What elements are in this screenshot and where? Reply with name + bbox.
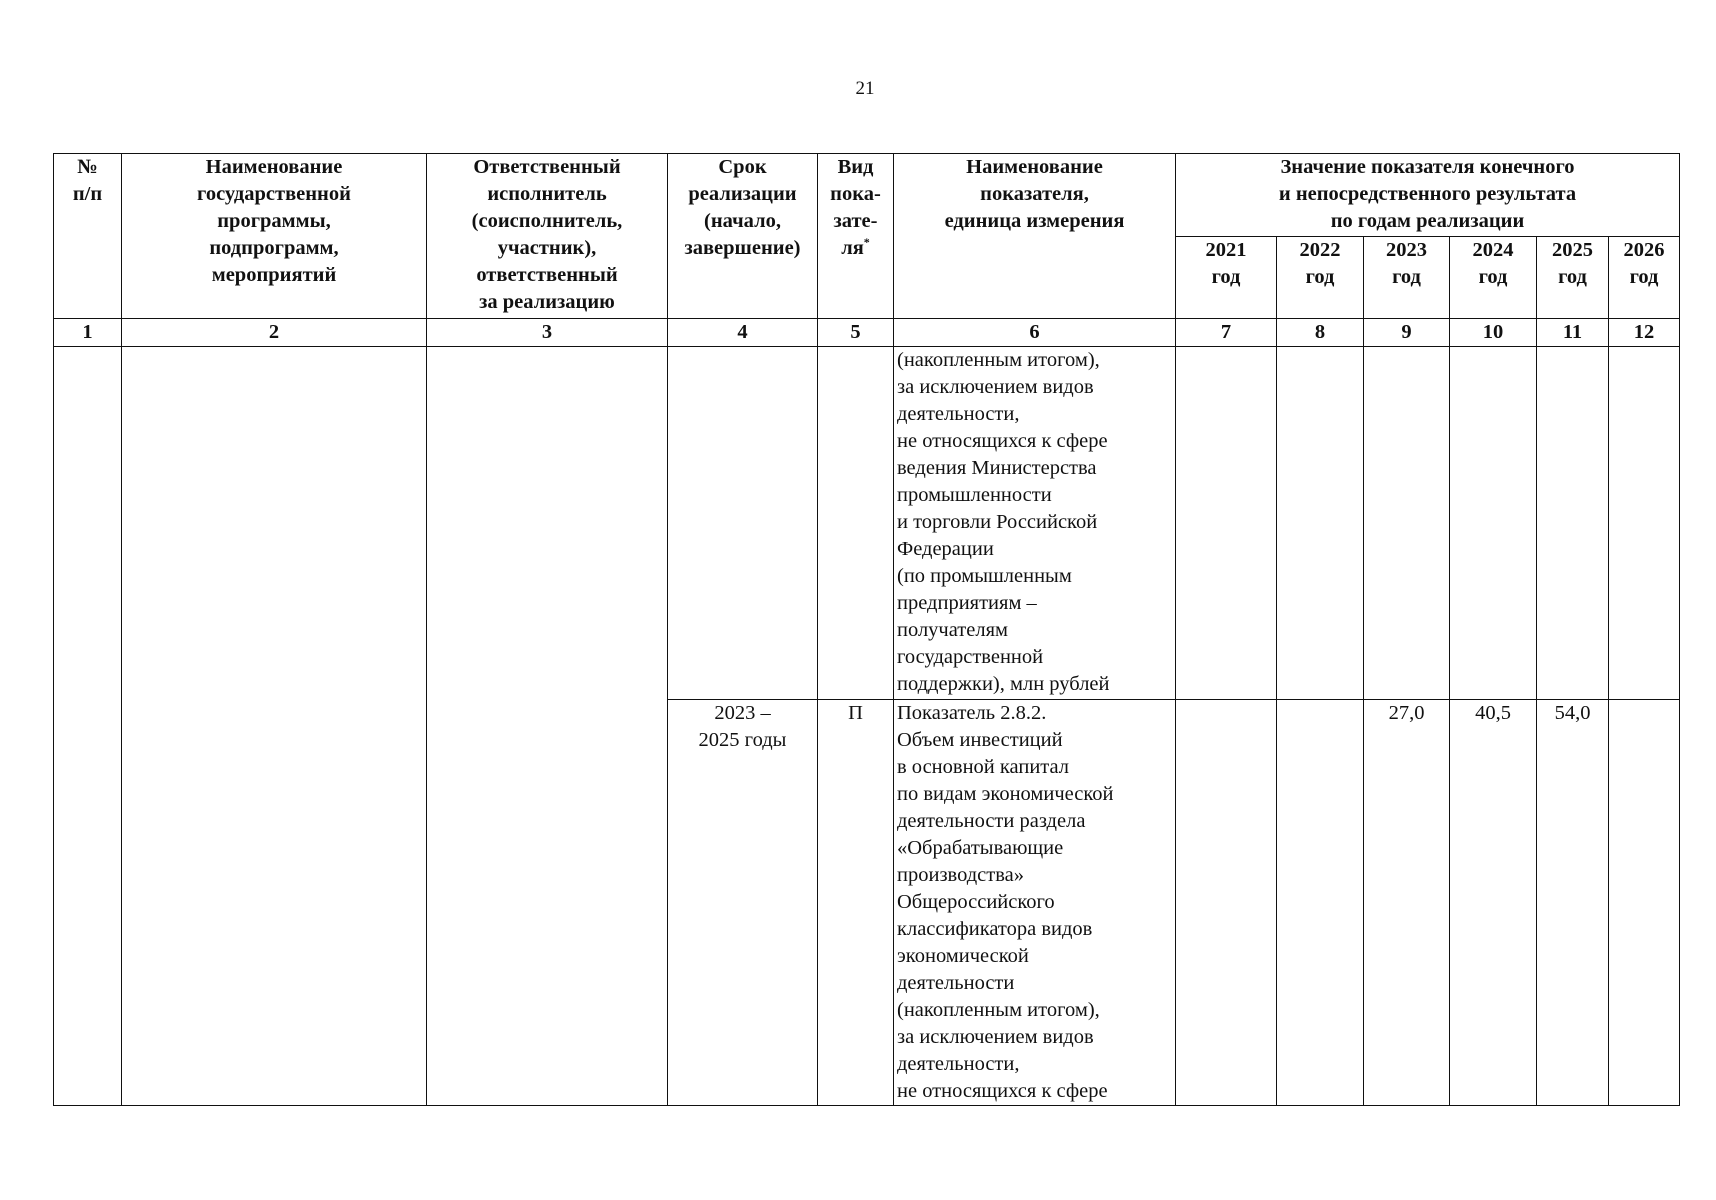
cell-program-name [122, 347, 427, 1106]
header-number: № п/п [54, 154, 122, 319]
cell-value-2022 [1277, 347, 1364, 700]
column-number: 9 [1364, 319, 1450, 347]
column-number: 2 [122, 319, 427, 347]
cell-value-2023 [1364, 347, 1450, 700]
header-period: Срок реализации (начало, завершение) [668, 154, 818, 319]
column-number: 1 [54, 319, 122, 347]
cell-value-2022 [1277, 700, 1364, 1106]
page-number: 21 [855, 78, 875, 99]
column-number: 11 [1537, 319, 1609, 347]
header-year-2022: 2022 год [1277, 237, 1364, 319]
cell-value-2026 [1609, 700, 1680, 1106]
cell-indicator-name: (накопленным итогом), за исключением видов деятельности, не относящихся к сфере ведения Министерства промышленности и торговли Российской Федерации (по промышленным предприятиям – получателям государственной поддержки), млн рублей [894, 347, 1176, 700]
cell-indicator-type [818, 347, 894, 700]
cell-value-2024: 40,5 [1450, 700, 1537, 1106]
cell-period: 2023 – 2025 годы [668, 700, 818, 1106]
cell-value-2026 [1609, 347, 1680, 700]
cell-indicator-type: П [818, 700, 894, 1106]
header-responsible: Ответственный исполнитель (соисполнитель, участник), ответственный за реализацию [427, 154, 668, 319]
column-number: 8 [1277, 319, 1364, 347]
table-header [54, 154, 1680, 319]
header-program-name: Наименование государственной программы, подпрограмм, мероприятий [122, 154, 427, 319]
cell-value-2024 [1450, 347, 1537, 700]
header-year-2024: 2024 год [1450, 237, 1537, 319]
header-year-2021: 2021 год [1176, 237, 1277, 319]
header-values-group: Значение показателя конечного и непосредственного результата по годам реализации [1176, 154, 1680, 237]
header-indicator-type: Вид пока- зате- ля* [818, 154, 894, 319]
cell-period [668, 347, 818, 700]
cell-responsible [427, 347, 668, 1106]
header-year-2023: 2023 год [1364, 237, 1450, 319]
column-numbers-row [54, 319, 1680, 347]
footnote-mark: * [863, 235, 870, 249]
column-number: 3 [427, 319, 668, 347]
cell-value-2021 [1176, 347, 1277, 700]
column-number: 5 [818, 319, 894, 347]
column-number: 7 [1176, 319, 1277, 347]
indicators-table [53, 153, 1680, 1106]
table-body [54, 319, 1680, 1106]
cell-value-2025 [1537, 347, 1609, 700]
column-number: 10 [1450, 319, 1537, 347]
cell-value-2025: 54,0 [1537, 700, 1609, 1106]
column-number: 6 [894, 319, 1176, 347]
header-year-2025: 2025 год [1537, 237, 1609, 319]
column-number: 4 [668, 319, 818, 347]
table-row [54, 347, 1680, 700]
cell-value-2023: 27,0 [1364, 700, 1450, 1106]
header-indicator-name: Наименование показателя, единица измерения [894, 154, 1176, 319]
cell-indicator-name: Показатель 2.8.2. Объем инвестиций в основной капитал по видам экономической деятельности раздела «Обрабатывающие производства» Общероссийского классификатора видов экономической деятельности (накопленным итогом), за исключением видов деятельности, не относящихся к сфере [894, 700, 1176, 1106]
column-number: 12 [1609, 319, 1680, 347]
cell-number [54, 347, 122, 1106]
header-year-2026: 2026 год [1609, 237, 1680, 319]
cell-value-2021 [1176, 700, 1277, 1106]
